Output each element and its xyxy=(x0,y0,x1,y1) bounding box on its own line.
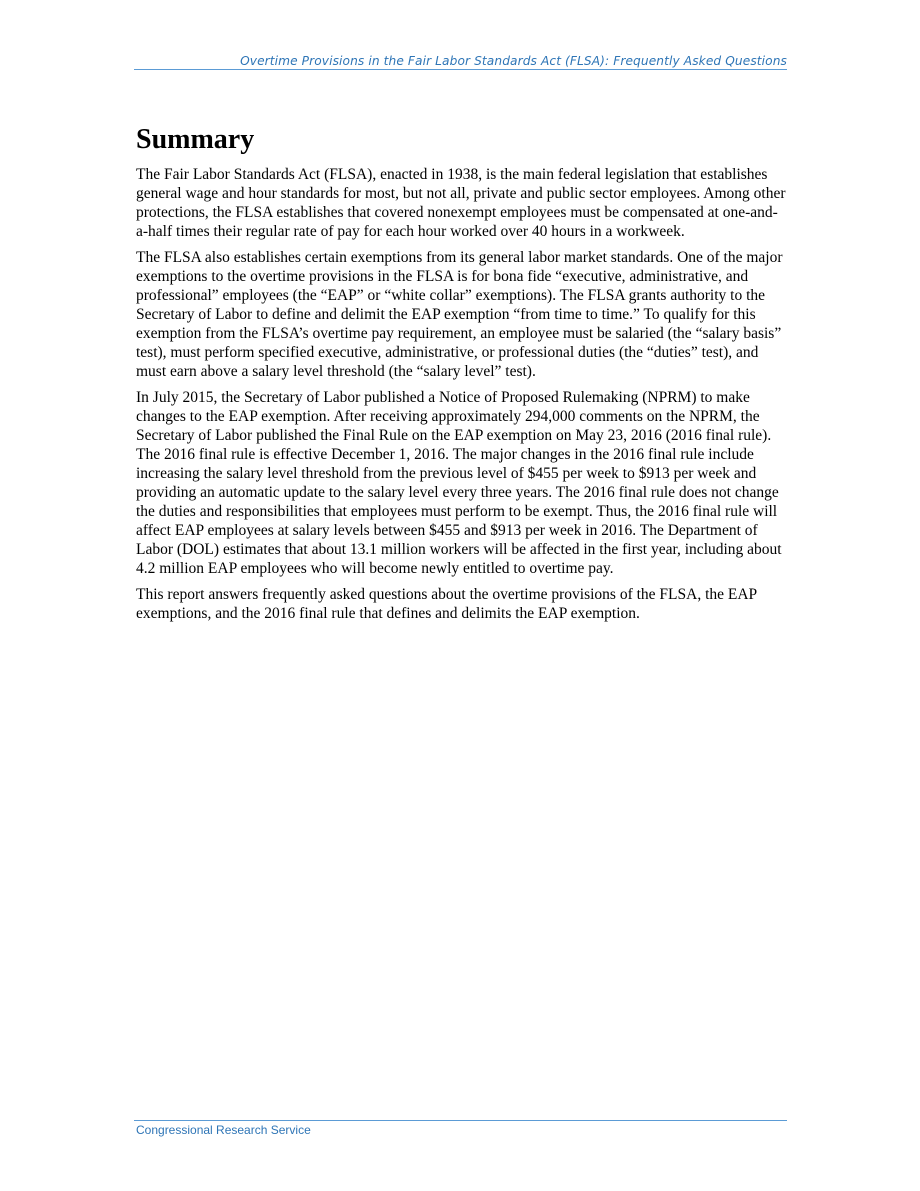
summary-paragraph-2: The FLSA also establishes certain exemptions from its general labor market standards. One of the major exemptions to the overtime provisions in the FLSA is for bona fide “executive, administrative, and professional” employees (the “EAP” or “white collar” exemptions). The FLSA grants authority to the Secretary of Labor to define and delimit the EAP exemption “from time to time.” To qualify for this exemption from the FLSA’s overtime pay requirement, an employee must be salaried (the “salary basis” test), must perform specified executive, administrative, or professional duties (the “duties” test), and must earn above a salary level threshold (the “salary level” test). xyxy=(136,249,783,380)
running-header-title: Overtime Provisions in the Fair Labor Standards Act (FLSA): Frequently Asked Questions xyxy=(240,54,787,68)
summary-paragraph-4: This report answers frequently asked questions about the overtime provisions of the FLSA, the EAP exemptions, and the 2016 final rule that defines and delimits the EAP exemption. xyxy=(136,586,757,622)
main-content xyxy=(136,122,788,630)
summary-paragraph-1: The Fair Labor Standards Act (FLSA), enacted in 1938, is the main federal legislation that establishes general wage and hour standards for most, but not all, private and public sector employees. Among other protections, the FLSA establishes that covered nonexempt employees must be compensated at one-and-a-half times their regular rate of pay for each hour worked over 40 hours in a workweek. xyxy=(136,166,786,240)
summary-paragraph-3: In July 2015, the Secretary of Labor published a Notice of Proposed Rulemaking (NPRM) to make changes to the EAP exemption. After receiving approximately 294,000 comments on the NPRM, the Secretary of Labor published the Final Rule on the EAP exemption on May 23, 2016 (2016 final rule). The 2016 final rule is effective December 1, 2016. The major changes in the 2016 final rule include increasing the salary level threshold from the previous level of $455 per week to $913 per week and providing an automatic update to the salary level every three years. The 2016 final rule does not change the duties and responsibilities that employees must perform to be exempt. Thus, the 2016 final rule will affect EAP employees at salary levels between $455 and $913 per week in 2016. The Department of Labor (DOL) estimates that about 13.1 million workers will be affected in the first year, including about 4.2 million EAP employees who will become newly entitled to overtime pay. xyxy=(136,389,782,577)
header-divider xyxy=(134,69,787,70)
section-heading: Summary xyxy=(136,124,255,155)
footer-organization: Congressional Research Service xyxy=(136,1123,311,1137)
footer-divider xyxy=(134,1120,787,1121)
